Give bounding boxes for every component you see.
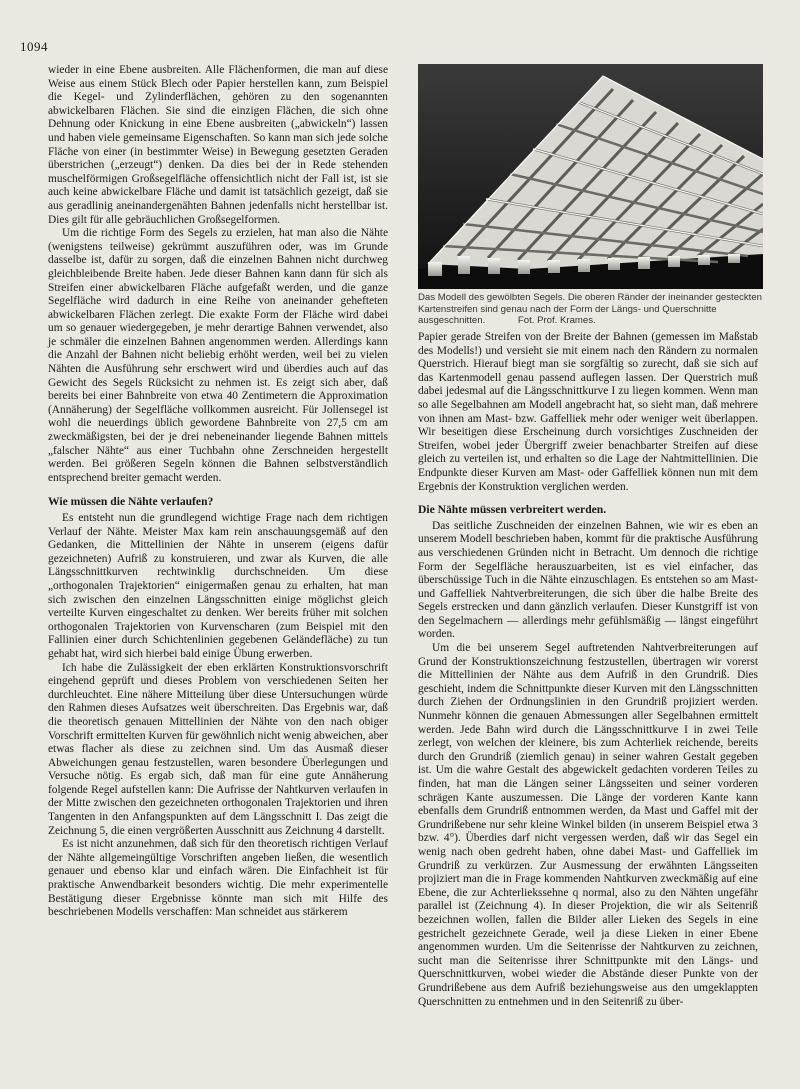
left-column (48, 64, 388, 920)
sail-model-photo (418, 64, 763, 289)
paragraph: Es ist nicht anzunehmen, daß sich für den theoretisch richtigen Verlauf der Nähte allgemeingültige Vorschriften angeben ließen, die wesentlich genauer und ebenso klar und einfach wären. Die Einfachheit ist für praktische Anwendbarkeit besonders wichtig. Die mehr experimentelle Bestätigung dieser Ergebnisse könnte man sich mit Hilfe des beschriebenen Modells verschaffen: Man schneidet aus stärkerem (48, 838, 388, 919)
paragraph: Papier gerade Streifen von der Breite der Bahnen (gemessen im Maßstab des Modells!) und versieht sie mit einem nach den Rändern zu normalen Querstrich. Hierauf biegt man sie sorgfältig so zurecht, daß sie sich auf das Kartenmodell genau passend auflegen lassen. Der Querstrich muß dabei jedesmal auf die Längsschnittkurve I zu liegen kommen. Wenn man so alle Segelbahnen am Modell angebracht hat, so sieht man, daß mehrere von ihnen am Mast- bzw. Gaffelliek mehr oder weniger weit überlappen. Wir beseitigen diese Erscheinung durch vorsichtiges Zuschneiden der Streifen, wobei jeder Übergriff zweier benachbarter Streifen auf diese gleich zu verteilen ist, und erhalten so die Lage der Nahtmittellinien. Die Endpunkte dieser Kurven am Mast- oder Gaffelliek können nun mit dem Ergebnis der Konstruktion verglichen werden. (418, 331, 758, 493)
section-heading: Wie müssen die Nähte verlaufen? (48, 495, 214, 509)
paragraph: Ich habe die Zulässigkeit der eben erklärten Konstruktionsvorschrift eingehend geprüft und dieses Problem von verschiedenen Seiten her durchleuchtet. Eine nähere Mitteilung über diese Untersuchungen würde den Rahmen dieses Aufsatzes weit überschreiten. Das Ergebnis war, daß die theoretisch genauen Mittellinien der Nähte von den nach obiger Vorschrift ermittelten Kurven für gewöhnlich nicht wenig abweichen, aber etwas flacher als diese zu zeichnen sind. Um das Ausmaß dieser Abweichungen genau festzustellen, waren besondere Überlegungen und Versuche nötig. Es ergab sich, daß man für eine gute Annäherung folgende Regel aufstellen kann: Die Aufrisse der Nahtkurven verlaufen in der Mitte zwischen den gezeichneten orthogonalen Trajektorien und ihren Tangenten in den Anfangspunkten auf dem Längsschnitt I. Das zeigt die Zeichnung 5, die einen vergrößerten Ausschnitt aus Zeichnung 4 darstellt. (48, 661, 388, 837)
paragraph: Das seitliche Zuschneiden der einzelnen Bahnen, wie wir es eben an unserem Modell beschrieben haben, kommt für die praktische Ausführung aus verschiedenen Gründen nicht in Betracht. Um dennoch die richtige Form der Segelfläche herauszuarbeiten, ist es viel einfacher, das überschüssige Tuch in die Nähte einzuschlagen. Es entstehen so am Mast- und Gaffelliek Nahtverbreiterungen, die sich über die halbe Breite des Segels erstrecken und dann gänzlich verlaufen. Dieser Kunstgriff ist von den Segelmachern — allerdings mehr gefühlsmäßig — längst eingeführt worden. (418, 519, 758, 641)
caption-text: Das Modell des gewölbten Segels. Die oberen Ränder der ineinander gesteckten Kartenstreifen sind genau nach der Form der Längs- und Querschnitte ausgeschnitten. (418, 292, 762, 326)
paragraph: Es entsteht nun die grundlegend wichtige Frage nach dem richtigen Verlauf der Nähte. Meister Max kam rein anschauungsgemäß auf den Gedanken, die Mittellinien der Nähte in unserem (eigens dafür gezeichneten) Aufriß zu konstruieren, und zwar als Kurven, die alle Längsschnittkurven rechtwinklig durchschneiden. Um diese „orthogonalen Trajektorien“ einigermaßen genau zu erhalten, hat man sich zwischen den einzelnen Längsschnitten einige möglichst gleich verteilte Kurven eingeschaltet zu denken. Wer bereits früher mit solchen orthogonalen Trajektorien von Kurvenscharen (zum Beispiel mit den Fallinien einer durch Schichtenlinien gegebenen Geländefläche) zu tun gehabt hat, wird sich hierbei bald einige Übung erwerben. (48, 512, 388, 660)
photo-caption (418, 292, 763, 327)
paragraph: wieder in eine Ebene ausbreiten. Alle Flächenformen, die man auf diese Weise aus einem Stück Blech oder Papier herstellen kann, zum Beispiel die Kegel- und Zylinderflächen, gehören zu den sogenannten abwickelbaren Flächen. Sie sind die einzigen Flächen, die sich ohne Dehnung oder Knickung in eine Ebene ausbreiten („abwickeln“) lassen und haben viele gemeinsame Eigenschaften. So kann man sich jede solche Fläche von einer (in bestimmter Weise) in Bewegung gesetzten Geraden überstrichen („erzeugt“) denken. Da dies bei der in Rede stehenden muschelförmigen Großsegelfläche offensichtlich nicht der Fall ist, ist sie auch keine abwickelbare Fläche und damit ist tatsächlich gezeigt, daß sie aus geradlinig aneinandergenähten Bahnen jedenfalls nicht herstellbar ist. Dies gilt für alle gebräuchlichen Großsegelformen. (48, 64, 388, 226)
section-heading: Die Nähte müssen verbreitert werden. (418, 503, 607, 517)
paragraph: Um die bei unserem Segel auftretenden Nahtverbreiterungen auf Grund der Konstruktionszeichnung festzustellen, übertragen wir vorerst die Mittellinien der Nähte aus dem Aufriß in den Grundriß. Dies geschieht, indem die Schnittpunkte dieser Kurven mit den Längsschnitten durch Ziehen der Ordnungslinien in den Grundriß projiziert werden. Nunmehr können die genauen Abmessungen aller Segelbahnen ermittelt werden. Jede Bahn wird durch die Längsschnittkurve I in zwei Teile zerlegt, von welchen der kleinere, bis zum Achterliek reichende, bereits durch den Grundriß (ziemlich genau) in seiner wahren Gestalt gegeben ist. Um die wahre Gestalt des abgewickelt gedachten vorderen Teiles zu finden, hat man die Längen seiner Längsseiten und seiner vorderen schrägen Kante auszumessen. Die Länge der vorderen Kante kann ebenfalls dem Grundriß entnommen werden, da Mast und Gaffel mit der Grundrißebene nur sehr kleine Winkel bilden (in unserem Beispiel etwa 3 bzw. 4°). Überdies darf nicht vergessen werden, daß wir das Segel ein wenig nach oben gedreht haben, ohne dabei Mast- und Gaffelliek im Grundriß zu verkürzen. Zur Ausmessung der erwähnten Längsseiten projiziert man die in Frage kommenden Nahtkurven zweckmäßig auf eine Ebene, die zur Achterliekssehne q normal, also zu den Nähten ungefähr parallel ist (Zeichnung 4). In dieser Projektion, die wir als Seitenriß bezeichnen wollen, fallen die Bilder aller Lieken des Segels in eine gestrichelt gezeichnete Gerade, weil ja diese Lieken in einer Ebene angenommen wurden. Um die Seitenrisse der Nahtkurven zu zeichnen, sucht man die Seitenrisse ihrer Schnittpunkte mit den Längs- und Querschnittkurven, wobei wieder die Abstände dieser Punkte von der Grundrißebene aus dem Aufriß beziehungsweise aus den umgeklappten Querschnitten zu entnehmen und in den Seitenriß zu über- (418, 642, 758, 1008)
paragraph: Um die richtige Form des Segels zu erzielen, hat man also die Nähte (wenigstens teilweise) gekrümmt auszuführen oder, was im Grunde dasselbe ist, dafür zu sorgen, daß die einzelnen Bahnen nicht durchweg gleichbleibende Breite haben. Jede dieser Bahnen kann dann für sich als Streifen einer abwickelbaren Fläche aufgefaßt werden, und die ganze Segelfläche wird dadurch in eine Reihe von aneinander gehefteten abwickelbaren Flächen zerlegt. Die exakte Form der Fläche wird dabei um so genauer wiedergegeben, je mehr derartige Bahnen verwendet, also je schmäler die einzelnen Bahnen angenommen werden. Allerdings kann die Anzahl der Bahnen nicht beliebig erhöht werden, weil bei zu vielen Nähten die Ausführung sehr erschwert wird und überdies auch auf das Gewicht des Segels Rücksicht zu nehmen ist. Es zeigt sich aber, daß bereits bei einer Bahnbreite von etwa 40 Zentimetern die Approximation (Annäherung) der Segelfläche vollkommen ausreicht. Für Jollensegel ist wohl die neuerdings üblich gewordene Bahnbreite von 27,5 cm am zweckmäßigsten, bei der je drei nebeneinander liegende Bahnen mittels „falscher Nähte“ aus einer Tuchbahn ohne Zerschneiden hergestellt werden. Bei größeren Segeln können die Bahnen selbstverständlich entsprechend breiter gemacht werden. (48, 227, 388, 484)
right-column (418, 331, 758, 1009)
photo-credit: Fot. Prof. Krames. (517, 315, 596, 326)
page-number: 1094 (20, 39, 48, 54)
